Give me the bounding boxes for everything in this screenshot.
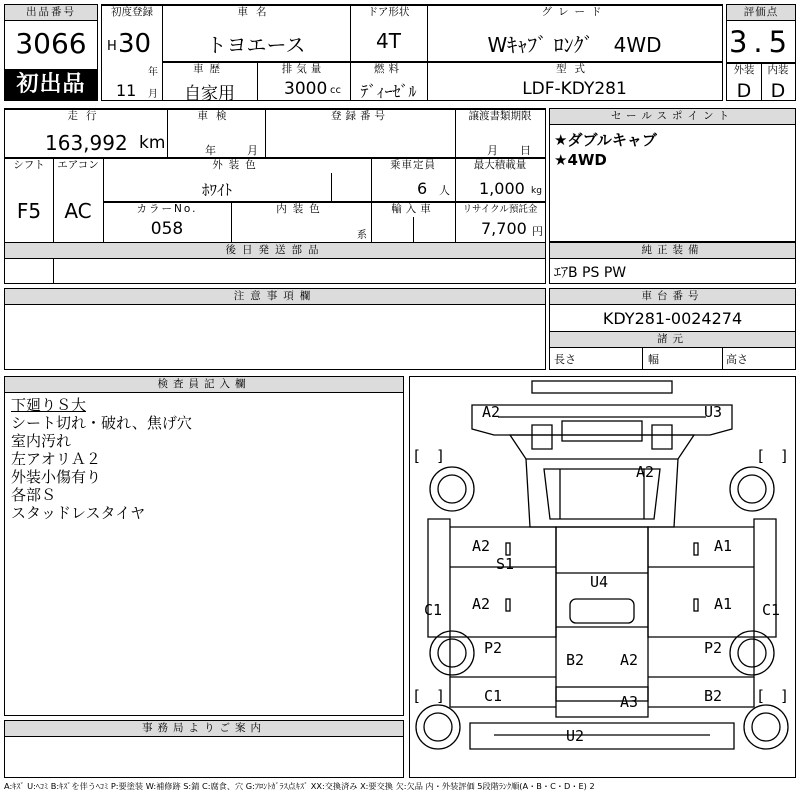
damage-mark: C1 bbox=[424, 601, 443, 619]
car-name: トヨエース bbox=[206, 33, 306, 57]
reg-year-unit: 年 bbox=[148, 67, 158, 78]
history-label: 車歴 bbox=[193, 63, 226, 75]
exterior-color: ﾎﾜｲﾄ bbox=[201, 181, 232, 199]
inspector-line-6: 各部Ｓ bbox=[11, 486, 57, 504]
damage-diagram bbox=[409, 376, 796, 778]
damage-mark: A3 bbox=[620, 693, 639, 711]
fuel-type: ﾃﾞｨｰｾﾞﾙ bbox=[360, 82, 417, 101]
bracket-right-top: [ ] bbox=[756, 447, 790, 465]
exterior-grade: D bbox=[736, 80, 752, 102]
damage-code-legend: A:ｷｽﾞ U:ﾍｺﾐ B:ｷｽﾞを伴うﾍｺﾐ P:要塗装 W:補修跡 S:錆 C:腐食、穴 G:ﾌﾛﾝﾄｶﾞﾗｽ点ｷｽﾞ XX:交換済み X:要交換 欠:欠品 内・外装評価 5段階ﾗﾝｸ順(A・B・C・D・E) 2 bbox=[4, 781, 595, 791]
interior-label: 内装 bbox=[767, 64, 789, 76]
damage-mark: P2 bbox=[484, 639, 503, 657]
office-notice-box bbox=[4, 720, 404, 778]
office-label: 事務局よりご案内 bbox=[5, 721, 403, 737]
displacement-unit: cc bbox=[330, 85, 341, 96]
reg-month-unit: 月 bbox=[148, 89, 158, 100]
sales-point-2: ★4WD bbox=[554, 151, 607, 169]
bracket-left-top: [ ] bbox=[412, 447, 446, 465]
inspector-line-1: 下廻りＳ大 bbox=[11, 396, 87, 414]
dim-length-label: 長さ bbox=[554, 353, 576, 366]
dim-width-label: 幅 bbox=[648, 353, 659, 366]
shift-value: F5 bbox=[16, 199, 42, 223]
inspector-line-7: スタッドレスタイヤ bbox=[11, 504, 146, 522]
ac-value: AC bbox=[64, 199, 92, 223]
capacity: 6 bbox=[417, 179, 428, 198]
spec-box bbox=[4, 108, 546, 284]
interior-color-label: 内装色 bbox=[276, 203, 326, 215]
max-load: 1,000 bbox=[479, 179, 525, 198]
inspector-label: 検査員記入欄 bbox=[5, 377, 403, 393]
sales-points-label: セールスポイント bbox=[550, 109, 795, 125]
inspector-line-5: 外装小傷有り bbox=[11, 468, 102, 486]
damage-mark: A2 bbox=[482, 403, 501, 421]
score-label: 評価点 bbox=[727, 5, 795, 21]
damage-mark: A2 bbox=[472, 595, 491, 613]
damage-mark: S1 bbox=[496, 555, 515, 573]
bracket-right-bottom: [ ] bbox=[756, 687, 790, 705]
equipment-label: 純正装備 bbox=[550, 243, 795, 259]
inspection-year-unit: 年 bbox=[205, 144, 216, 157]
color-no-label: カラーNo. bbox=[136, 203, 198, 215]
damage-mark: A1 bbox=[714, 595, 733, 613]
chassis-box bbox=[549, 288, 796, 370]
dims-label: 諸元 bbox=[550, 332, 795, 348]
later-parts-label: 後日発送部品 bbox=[5, 243, 545, 259]
lot-label: 出品番号 bbox=[5, 5, 97, 21]
damage-mark: A2 bbox=[636, 463, 655, 481]
inspector-line-2: シート切れ・破れ、焦げ穴 bbox=[11, 414, 192, 432]
displacement: 3000 bbox=[284, 79, 328, 99]
capacity-unit: 人 bbox=[439, 184, 450, 197]
damage-mark: U4 bbox=[590, 573, 609, 591]
car-name-label: 車名 bbox=[237, 6, 275, 18]
recycle-fee: 7,700 bbox=[481, 219, 527, 238]
displacement-label: 排気量 bbox=[281, 63, 326, 75]
ac-label: エアコン bbox=[57, 159, 99, 171]
mileage-unit: km bbox=[139, 133, 166, 153]
interior-grade: D bbox=[770, 80, 786, 102]
damage-mark: B2 bbox=[566, 651, 585, 669]
reg-month: 11 bbox=[116, 81, 137, 100]
plate-label: 登録番号 bbox=[331, 110, 389, 122]
damage-mark: A2 bbox=[472, 537, 491, 555]
damage-mark: B2 bbox=[704, 687, 723, 705]
model-code: LDF-KDY281 bbox=[522, 79, 627, 99]
reg-era: H bbox=[107, 39, 117, 54]
damage-mark: C1 bbox=[762, 601, 781, 619]
lot-number: 3066 bbox=[15, 27, 87, 60]
exterior-label: 外装 bbox=[733, 64, 755, 76]
lot-box bbox=[4, 4, 98, 101]
interior-color-suffix: 系 bbox=[357, 230, 367, 241]
door-type: 4T bbox=[376, 29, 401, 53]
inspector-line-3: 室内汚れ bbox=[11, 432, 72, 450]
shift-label: シフト bbox=[13, 159, 45, 171]
capacity-label: 乗車定員 bbox=[390, 159, 436, 171]
recycle-unit: 円 bbox=[532, 225, 543, 238]
chassis-number: KDY281-0024274 bbox=[602, 309, 743, 328]
max-load-label: 最大積載量 bbox=[473, 159, 527, 171]
grade-label: グレード bbox=[541, 6, 608, 18]
inspector-line-4: 左アオリＡ２ bbox=[11, 450, 101, 468]
inspection-month-unit: 月 bbox=[247, 144, 258, 157]
vehicle-history: 自家用 bbox=[184, 84, 235, 104]
damage-mark: A1 bbox=[714, 537, 733, 555]
max-load-unit: kg bbox=[531, 186, 542, 196]
sales-point-1: ★ダブルキャブ bbox=[554, 131, 657, 149]
score-box bbox=[726, 4, 796, 101]
grade: Wｷｬﾌﾞ ﾛﾝｸﾞ 4WD bbox=[487, 33, 662, 57]
import-label: 輸入車 bbox=[391, 203, 435, 215]
model-label: 型式 bbox=[556, 63, 593, 75]
chassis-label: 車台番号 bbox=[550, 289, 795, 305]
notes-box bbox=[4, 288, 546, 370]
reg-year: 30 bbox=[118, 29, 152, 59]
notes-label: 注意事項欄 bbox=[5, 289, 545, 305]
bracket-left-bottom: [ ] bbox=[412, 687, 446, 705]
damage-mark: U2 bbox=[566, 727, 585, 745]
equipment-box bbox=[549, 242, 796, 284]
mileage-label: 走行 bbox=[67, 110, 105, 122]
damage-mark: C1 bbox=[484, 687, 503, 705]
damage-mark: U3 bbox=[704, 403, 723, 421]
color-label: 外装色 bbox=[212, 159, 262, 171]
vehicle-header-box bbox=[101, 4, 723, 104]
door-label: ドア形状 bbox=[367, 6, 410, 18]
first-listing-badge: 初出品 bbox=[5, 69, 97, 100]
fuel-label: 燃料 bbox=[374, 63, 403, 75]
dim-height-label: 高さ bbox=[726, 353, 748, 366]
color-number: 058 bbox=[150, 219, 184, 239]
damage-mark: P2 bbox=[704, 639, 723, 657]
transfer-label: 譲渡書類期限 bbox=[468, 110, 532, 122]
damage-mark: A2 bbox=[620, 651, 639, 669]
inspector-notes-box bbox=[4, 376, 404, 716]
score-value: 3.5 bbox=[728, 25, 794, 59]
recycle-label: リサイクル預託金 bbox=[462, 204, 538, 215]
inspection-label: 車検 bbox=[197, 110, 235, 122]
mileage: 163,992 bbox=[45, 131, 128, 155]
equipment-value: ｴｱB PS PW bbox=[554, 265, 627, 281]
first-registration-label: 初度登録 bbox=[111, 6, 153, 18]
sales-points-box bbox=[549, 108, 796, 242]
transfer-month-day: 月 日 bbox=[487, 144, 531, 157]
